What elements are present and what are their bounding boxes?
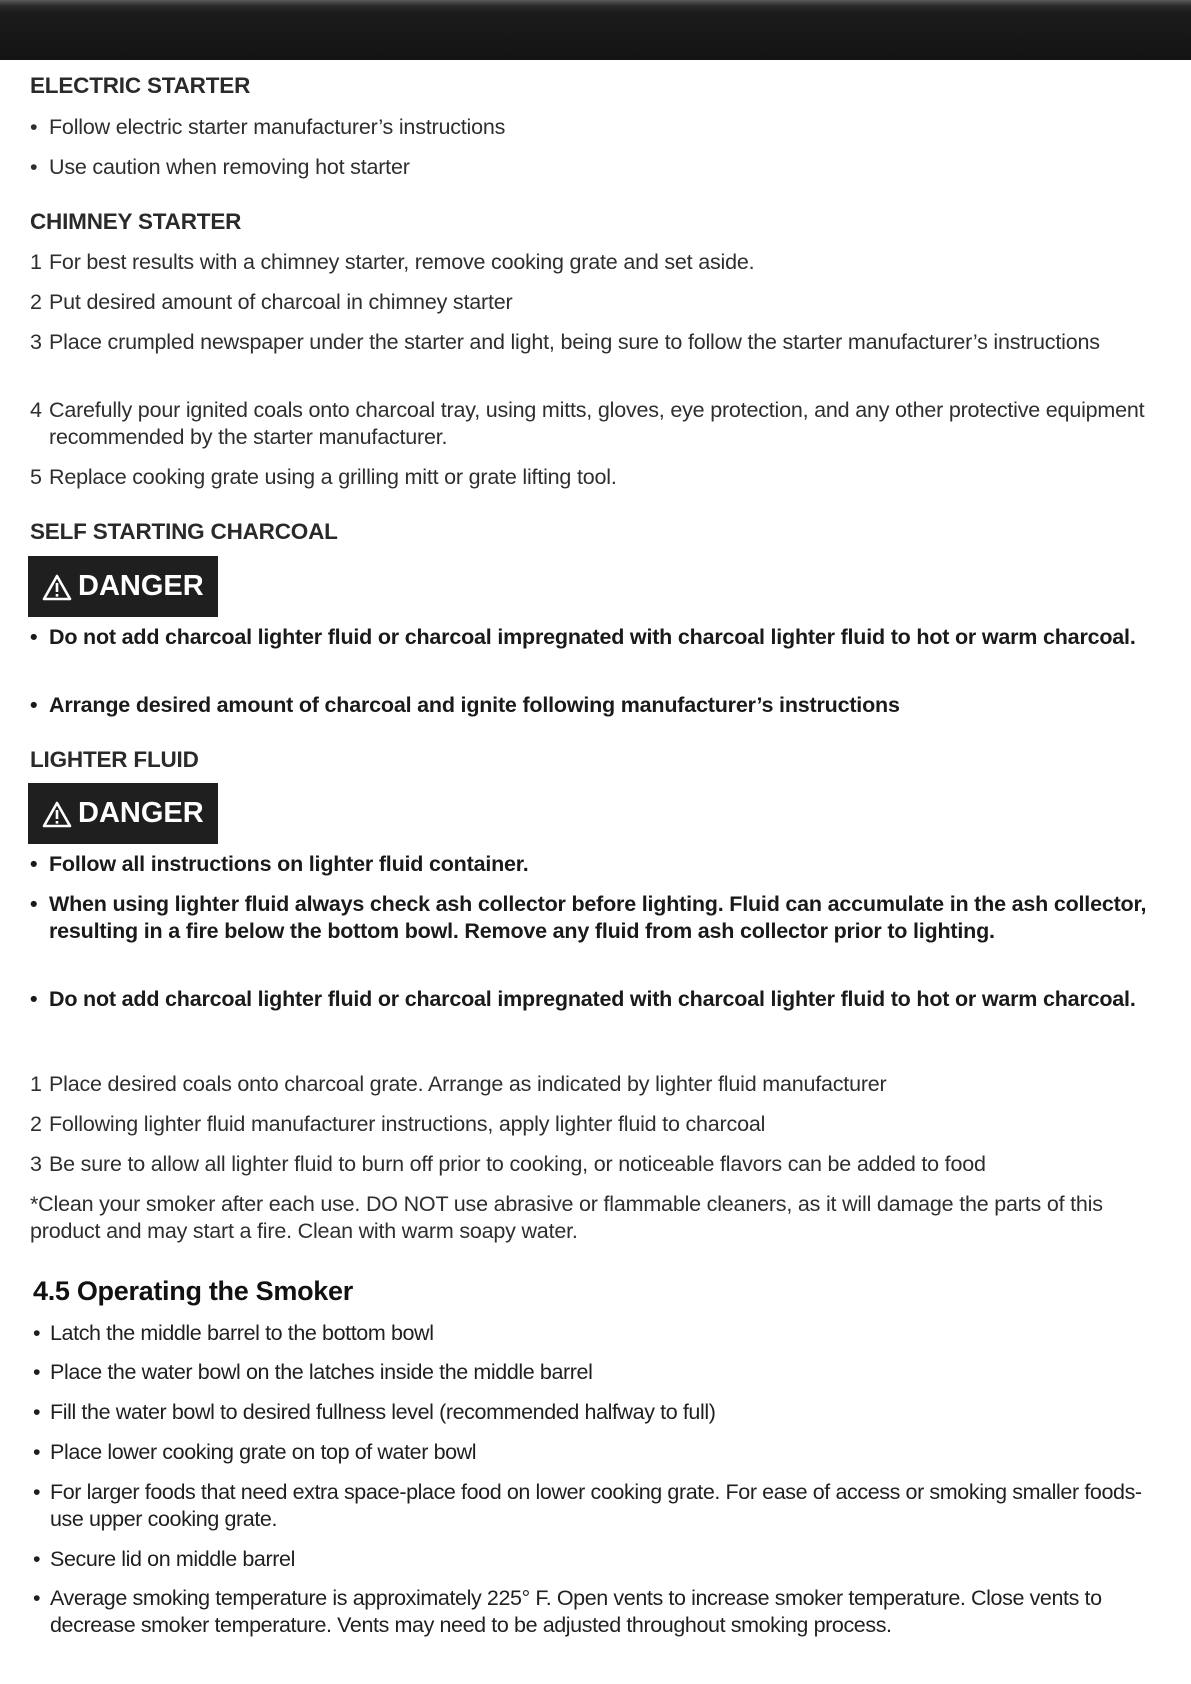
warning-triangle-icon <box>42 573 72 601</box>
list-item: 5 Replace cooking grate using a grilling mitt or grate lifting tool. <box>30 465 617 489</box>
danger-label: DANGER <box>78 797 204 829</box>
list-item: 2 Following lighter fluid manufacturer instructions, apply lighter fluid to charcoal <box>30 1112 766 1136</box>
bullet: • <box>30 115 38 139</box>
list-item: 3 Place crumpled newspaper under the starter and light, being sure to follow the starter manufacturer’s instructions <box>30 330 1100 354</box>
list-item: • Follow all instructions on lighter fluid container. <box>30 852 529 876</box>
bullet: • <box>30 852 38 876</box>
chimney-starter-heading: CHIMNEY STARTER <box>30 209 242 234</box>
list-item: 4 Carefully pour ignited coals onto charcoal tray, using mitts, gloves, eye protection, and any other protective equipment recommended by the starter manufacturer. <box>30 398 1145 449</box>
bullet: • <box>33 1360 41 1384</box>
list-item: 1 Place desired coals onto charcoal grate. Arrange as indicated by lighter fluid manufacturer <box>30 1072 887 1096</box>
lighter-fluid-heading: LIGHTER FLUID <box>30 747 199 772</box>
danger-label: DANGER <box>78 570 204 602</box>
list-item: • Do not add charcoal lighter fluid or charcoal impregnated with charcoal lighter fluid to hot or warm charcoal. <box>30 987 1136 1011</box>
bullet: • <box>30 625 38 649</box>
bullet: • <box>30 693 38 717</box>
list-item: • Place lower cooking grate on top of water bowl <box>33 1440 477 1464</box>
bullet: • <box>33 1586 41 1610</box>
cleaning-note: *Clean your smoker after each use. DO NOT use abrasive or flammable cleaners, as it will damage the parts of this product and may start a fire. Clean with warm soapy water. <box>30 1192 1103 1243</box>
danger-badge <box>28 783 218 844</box>
bullet: • <box>33 1440 41 1464</box>
list-item: • Arrange desired amount of charcoal and ignite following manufacturer’s instructions <box>30 693 900 717</box>
list-item: • Latch the middle barrel to the bottom bowl <box>33 1321 434 1345</box>
bullet: • <box>30 892 38 916</box>
list-item: 3 Be sure to allow all lighter fluid to burn off prior to cooking, or noticeable flavors can be added to food <box>30 1152 986 1176</box>
operating-heading: 4.5 Operating the Smoker <box>33 1276 353 1306</box>
list-item: • Average smoking temperature is approximately 225° F. Open vents to increase smoker temperature. Close vents to decrease smoker temperature. Vents may need to be adjusted throughout smoking process. <box>33 1586 1102 1637</box>
electric-starter-heading: ELECTRIC STARTER <box>30 73 251 98</box>
warning-triangle-icon <box>42 800 72 828</box>
bullet: • <box>33 1480 41 1504</box>
list-item: 2 Put desired amount of charcoal in chimney starter <box>30 290 513 314</box>
bullet: • <box>30 155 38 179</box>
list-item: • Fill the water bowl to desired fullness level (recommended halfway to full) <box>33 1400 716 1424</box>
bullet: • <box>33 1321 41 1345</box>
bullet: • <box>33 1547 41 1571</box>
list-item: • Do not add charcoal lighter fluid or charcoal impregnated with charcoal lighter fluid to hot or warm charcoal. <box>30 625 1136 649</box>
list-item: • Secure lid on middle barrel <box>33 1547 295 1571</box>
danger-badge <box>28 556 218 617</box>
list-item: • Use caution when removing hot starter <box>30 155 410 179</box>
self-starting-heading: SELF STARTING CHARCOAL <box>30 519 338 544</box>
list-item: • When using lighter fluid always check ash collector before lighting. Fluid can accumulate in the ash collector, resulting in a fire below the bottom bowl. Remove any fluid from ash collector prior to lighting. <box>30 892 1147 943</box>
bullet: • <box>30 987 38 1011</box>
list-item: • Place the water bowl on the latches inside the middle barrel <box>33 1360 593 1384</box>
list-item: • Follow electric starter manufacturer’s instructions <box>30 115 506 139</box>
list-item: 1 For best results with a chimney starter, remove cooking grate and set aside. <box>30 250 755 274</box>
bullet: • <box>33 1400 41 1424</box>
header-bar <box>0 0 1191 60</box>
list-item: • For larger foods that need extra space-place food on lower cooking grate. For ease of access or smoking smaller foods-use upper cooking grate. <box>33 1480 1142 1531</box>
